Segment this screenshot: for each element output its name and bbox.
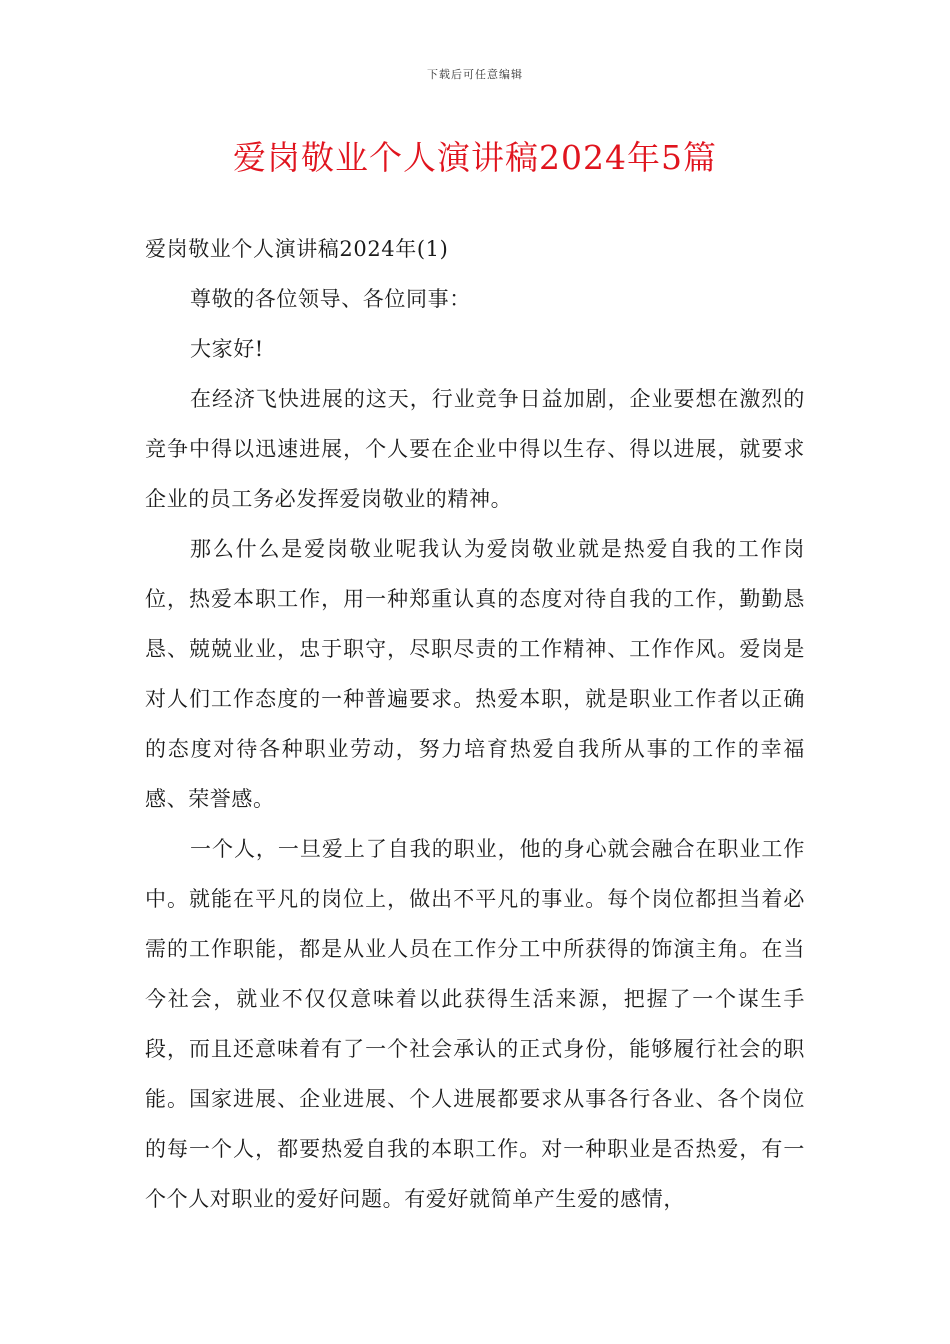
document-title: 爱岗敬业个人演讲稿2024年5篇 (233, 138, 717, 177)
body-paragraph: 那么什么是爱岗敬业呢我认为爱岗敬业就是热爱自我的工作岗位，热爱本职工作，用一种郑重认真的态度对待自我的工作，勤勤恳恳、兢兢业业，忠于职守，尽职尽责的工作精神、工作作风。爱岗是对人们工作态度的一种普遍要求。热爱本职，就是职业工作者以正确的态度对待各种职业劳动，努力培育热爱自我所从事的工作的幸福感、荣誉感。 (145, 537, 805, 811)
body-paragraph: 在经济飞快进展的这天，行业竞争日益加剧，企业要想在激烈的竞争中得以迅速进展，个人要在企业中得以生存、得以进展，就要求企业的员工务必发挥爱岗敬业的精神。 (145, 387, 805, 511)
section-heading: 爱岗敬业个人演讲稿2024年(1) (145, 237, 449, 261)
document-body (145, 224, 805, 1224)
greeting-paragraph: 大家好! (190, 337, 264, 361)
header-note: 下载后可任意编辑 (427, 68, 523, 81)
salutation-paragraph: 尊敬的各位领导、各位同事： (190, 287, 471, 311)
body-paragraph: 一个人，一旦爱上了自我的职业，他的身心就会融合在职业工作中。就能在平凡的岗位上，做出不平凡的事业。每个岗位都担当着必需的工作职能，都是从业人员在工作分工中所获得的饰演主角。在当今社会，就业不仅仅意味着以此获得生活来源，把握了一个谋生手段，而且还意味着有了一个社会承认的正式身份，能够履行社会的职能。国家进展、企业进展、个人进展都要求从事各行各业、各个岗位的每一个人，都要热爱自我的本职工作。对一种职业是否热爱，有一个个人对职业的爱好问题。有爱好就简单产生爱的感情， (145, 837, 805, 1211)
